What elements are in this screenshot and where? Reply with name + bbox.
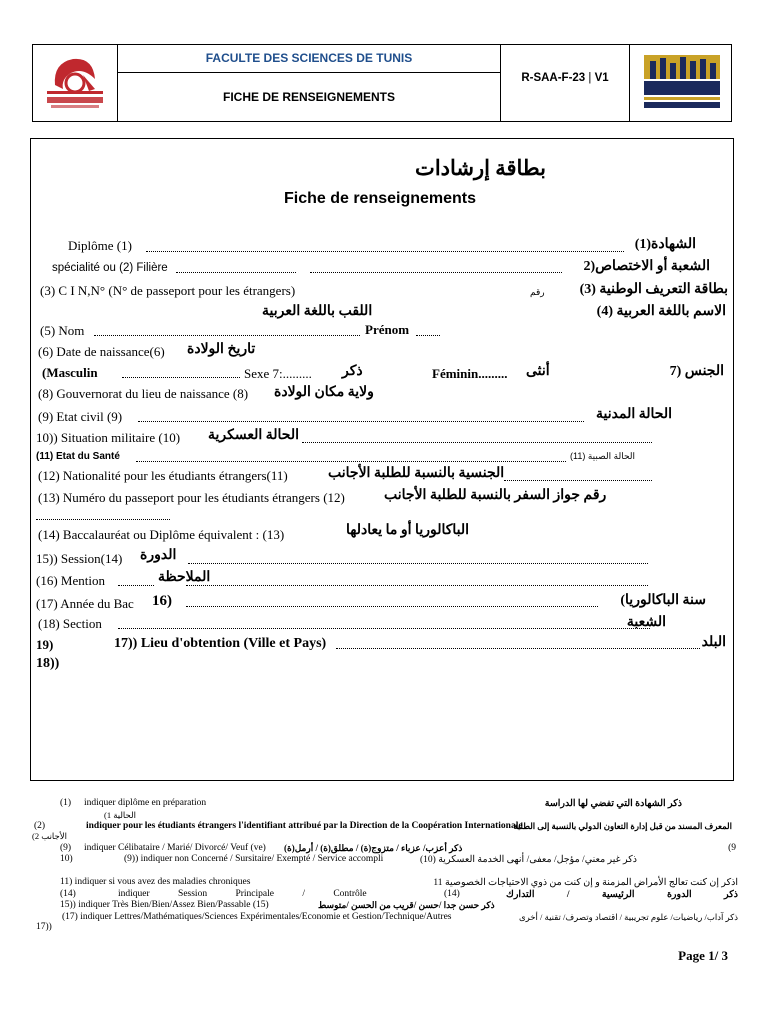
mention-field-2[interactable]	[186, 585, 648, 586]
diplome-field[interactable]	[146, 251, 624, 252]
passeport-label-ar: رقم جواز السفر بالنسبة للطلبة الأجانب	[384, 488, 607, 503]
section-field[interactable]	[118, 628, 650, 629]
date-naissance-label: (6) Date de naissance(6)	[38, 344, 165, 359]
lieu-obtention-label-ar: البلد	[701, 635, 726, 650]
document-header	[32, 44, 732, 122]
annee-bac-field[interactable]	[186, 606, 598, 607]
sexe-label-ar: الجنس (7	[669, 364, 724, 379]
sexe-feminin: Féminin.........	[432, 366, 508, 381]
etat-sante-label: (11) Etat du Santé	[36, 451, 120, 462]
filiere-field-2[interactable]	[310, 272, 562, 273]
etat-sante-field[interactable]	[136, 461, 566, 462]
note-1-num: (1)	[60, 798, 72, 808]
sexe-dhakar: ذكر	[342, 364, 363, 379]
nationalite-field[interactable]	[504, 480, 652, 481]
note-14-fr: indiquer Session Principale / Contrôle	[118, 889, 367, 899]
session-field[interactable]	[188, 563, 648, 564]
annee-bac-label-ar: سنة الباكالوريا)	[620, 593, 706, 608]
mention-label: (16) Mention	[36, 573, 105, 588]
etat-sante-label-ar: (الحالة الصبية (11	[570, 451, 636, 461]
note-2-ar: المعرف المسند من قبل إدارة التعاون الدولي بالنسبة إلى الطلبة	[513, 821, 732, 831]
situation-militaire-label-ar: الحالة العسكرية	[208, 428, 299, 443]
note-2-num: (2)	[34, 821, 46, 831]
note-2b: الأجانب 2)	[32, 831, 67, 841]
prenom-ar-label: الاسم باللغة العربية (4)	[596, 304, 726, 319]
annee-bac-num: 16)	[152, 593, 172, 609]
note-14-num2: (14)	[444, 889, 460, 899]
note-9-end: (9	[728, 843, 736, 853]
filiere-label: spécialité ou (2) Filière	[52, 262, 168, 274]
filiere-field-1[interactable]	[176, 272, 296, 273]
nom-field[interactable]	[94, 335, 360, 336]
cin-label: (3) C I N,N° (N° de passeport pour les étrangers)	[40, 283, 296, 298]
session-label-ar: الدورة	[140, 548, 177, 563]
faculty-name: FACULTE DES SCIENCES DE TUNIS	[118, 45, 500, 73]
etat-civil-label-ar: الحالة المدنية	[596, 407, 672, 422]
note-11-ar: اذكر إن كنت تعالج الأمراض المزمنة و إن كنت من ذوي الاحتياجات الخصوصية 11	[433, 878, 738, 888]
row-20-num: 18))	[36, 656, 60, 671]
sexe-label: Sexe 7:.........	[244, 366, 312, 381]
sexe-masculin: (Masculin	[42, 365, 98, 380]
nationalite-label: (12) Nationalité pour les étudiants étrangers(11)	[38, 468, 288, 483]
diplome-label-ar: الشهادة(1)	[634, 237, 696, 252]
etat-civil-field[interactable]	[138, 421, 584, 422]
prenom-label: Prénom	[365, 322, 410, 337]
university-logo	[33, 45, 118, 121]
note-1-ar: ذكر الشهادة التي تفضي لها الدراسة	[544, 799, 682, 809]
version: V1	[594, 72, 609, 84]
row-19-num: 19)	[36, 637, 54, 652]
note-14-num: (14)	[60, 889, 76, 899]
title-arabic: بطاقة إرشادات	[415, 156, 546, 180]
section-label: (18) Section	[38, 616, 102, 631]
note-15-fr: 15)) indiquer Très Bien/Bien/Assez Bien/Passable (15)	[60, 900, 269, 910]
annee-bac-label: (17) Année du Bac	[36, 596, 134, 611]
lieu-obtention-label	[114, 636, 326, 652]
note-1-fr: indiquer diplôme en préparation	[84, 798, 207, 808]
note-1b: الحالية 1)	[104, 810, 136, 820]
title-cell	[118, 45, 501, 121]
mention-label-ar: الملاحظة	[158, 570, 211, 585]
section-label-ar: الشعبة	[626, 615, 666, 630]
gouvernorat-label: (8) Gouvernorat du lieu de naissance (8)	[38, 386, 249, 401]
note-9-num: (9)	[60, 843, 72, 853]
date-naissance-label-ar: تاريخ الولادة	[187, 342, 256, 357]
nationalite-label-ar: الجنسية بالنسبة للطلبة الأجانب	[328, 466, 505, 481]
passeport-field[interactable]	[36, 519, 170, 520]
masculin-field[interactable]	[122, 377, 240, 378]
reference-code: R-SAA-F-23	[521, 72, 586, 84]
form-reference: R-SAA-F-23 | V1	[521, 72, 609, 84]
situation-militaire-field[interactable]	[302, 442, 652, 443]
gouvernorat-label-ar: ولاية مكان الولادة	[274, 385, 374, 400]
title-french: Fiche de renseignements	[283, 190, 477, 207]
sexe-untha: أنثى	[526, 364, 550, 379]
note-2-fr: indiquer pour les étudiants étrangers l'identifiant attribué par la Direction de la Coopération Internationale	[86, 821, 523, 831]
reference-cell	[501, 45, 630, 121]
faculty-logo	[630, 45, 730, 121]
note-14-ar: ذكر الدورة الرئيسية / التدارك	[506, 890, 738, 900]
note-15-ar: ذكر حسن جدا /حسن /قريب من الحسن /متوسط	[318, 900, 495, 910]
page-number: Page 1/ 3	[678, 948, 728, 963]
form-title: FICHE DE RENSEIGNEMENTS	[222, 90, 396, 104]
cin-label-ar: بطاقة التعريف الوطنية (3)	[579, 282, 728, 297]
situation-militaire-label: 10)) Situation militaire (10)	[36, 430, 181, 445]
nom-ar-label: اللقب باللغة العربية	[262, 304, 373, 319]
note-9-ar: ذكر أعزب/ عزباء / متزوج(ة) / مطلق(ة) / أرمل(ة)	[284, 843, 463, 853]
tunis-el-manar-logo-icon	[33, 45, 117, 121]
diplome-label: Diplôme (1)	[68, 238, 132, 253]
cin-raqm: رقم	[530, 287, 545, 297]
mention-field-1[interactable]	[118, 585, 154, 586]
note-10-fr: (9)) indiquer non Concerné / Sursitaire/ Exempté / Service accompli	[124, 854, 384, 864]
session-label: 15)) Session(14)	[36, 551, 123, 566]
lieu-obtention-field[interactable]	[336, 648, 700, 649]
bac-label-ar: الباكالوريا أو ما يعادلها	[346, 523, 470, 538]
fst-logo-icon	[630, 45, 730, 121]
note-17-ar: ذكر آداب/ رياضيات/ علوم تجريبية / اقتصاد وتصرف/ تقنية / أخرى	[518, 912, 738, 922]
note-9-fr: indiquer Célibataire / Marié/ Divorcé/ Veuf (ve)	[84, 843, 266, 853]
etat-civil-label: (9) Etat civil (9)	[38, 409, 123, 424]
note-10-ar: ذكر غير معني/ مؤجل/ معفى/ أنهى الخدمة العسكرية (10)	[420, 855, 637, 865]
note-10-num: 10)	[60, 854, 73, 864]
note-11-fr: 11) indiquer si vous avez des maladies chroniques	[60, 877, 251, 887]
filiere-label-ar: الشعبة أو الاختصاص(2	[583, 259, 710, 274]
note-17-fr: (17) indiquer Lettres/Mathématiques/Sciences Expérimentales/Economie et Gestion/Technique/Autres	[62, 912, 452, 922]
bac-label: (14) Baccalauréat ou Diplôme équivalent : (13)	[38, 527, 285, 542]
prenom-field[interactable]	[416, 335, 440, 336]
nom-label: (5) Nom	[40, 323, 85, 338]
passeport-label: (13) Numéro du passeport pour les étudiants étrangers (12)	[38, 490, 345, 505]
note-17b: 17))	[36, 922, 52, 932]
lieu-obtention-text: 17)) Lieu d'obtention (Ville et Pays)	[114, 636, 327, 651]
